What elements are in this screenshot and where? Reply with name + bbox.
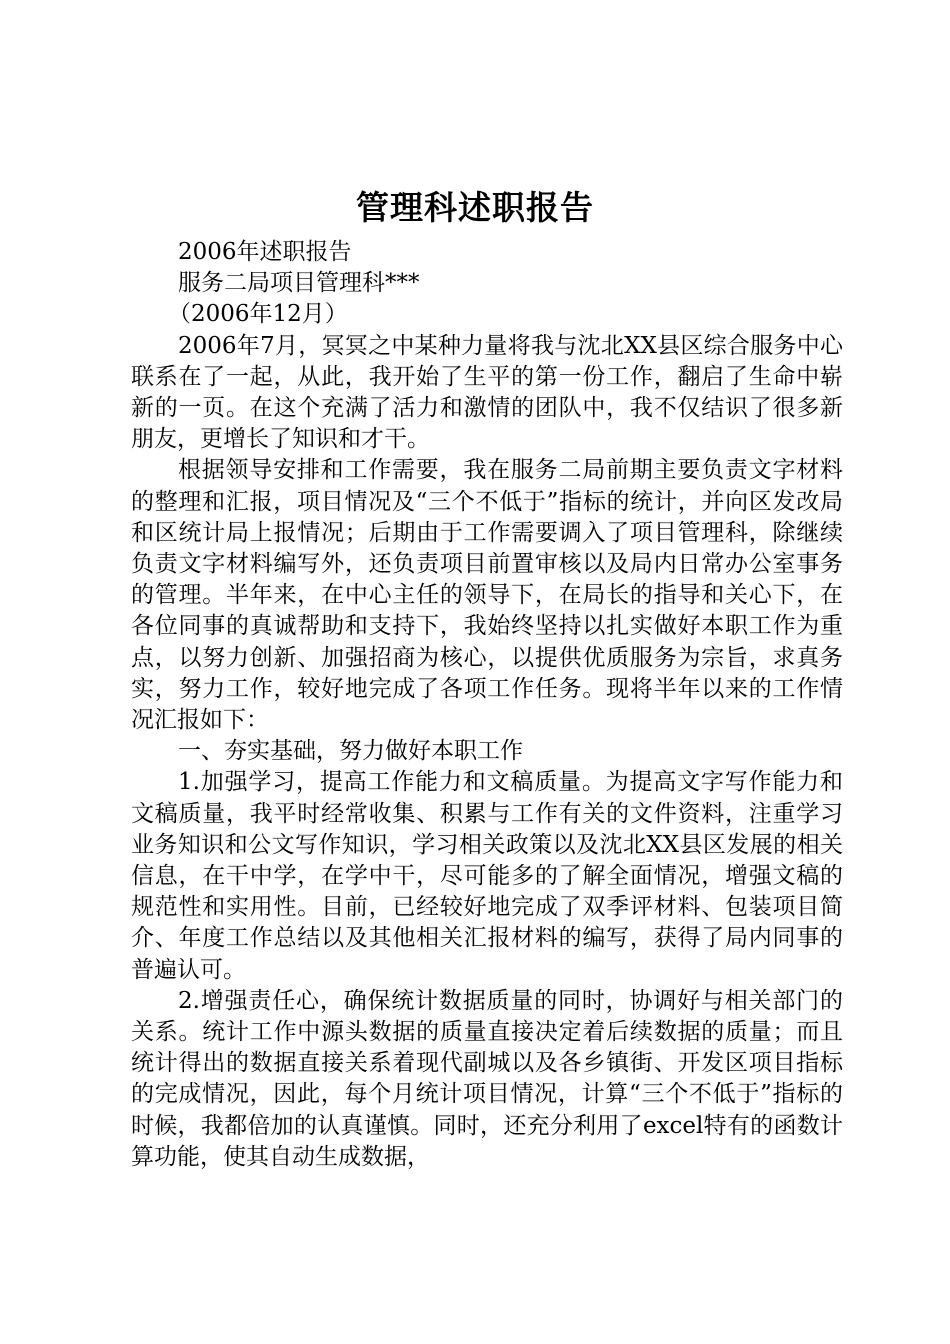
section-heading-1: 一、夯实基础，努力做好本职工作	[178, 738, 523, 765]
paragraph-item-1: 1.加强学习，提高工作能力和文稿质量。为提高文字写作能力和文稿质量，我平时经常收集、积累与工作有关的文件资料，注重学习业务知识和公文写作知识，学习相关政策以及沈北XX县区发展的相关信息，在干中学，在学中干，尽可能多的了解全面情况，增强文稿的规范性和实用性。目前，已经较好地完成了双季评材料、包装项目简介、年度工作总结以及其他相关汇报材料的编写，获得了局内同事的普遍认可。	[131, 769, 843, 983]
subtitle-year: 2006年述职报告	[178, 239, 352, 265]
paragraph-duties: 根据领导安排和工作需要，我在服务二局前期主要负责文字材料的整理和汇报，项目情况及“三个不低于”指标的统计，并向区发改局和区统计局上报情况；后期由于工作需要调入了项目管理科，除继续负责文字材料编写外，还负责项目前置审核以及局内日常办公室事务的管理。半年来，在中心主任的领导下，在局长的指导和关心下，在各位同事的真诚帮助和支持下，我始终坚持以扎实做好本职工作为重点，以努力创新、加强招商为核心，以提供优质服务为宗旨，求真务实，努力工作，较好地完成了各项工作任务。现将半年以来的工作情况汇报如下：	[131, 457, 843, 734]
date-line: （2006年12月）	[168, 301, 348, 328]
paragraph-intro: 2006年7月，冥冥之中某种力量将我与沈北XX县区综合服务中心联系在了一起，从此，我开始了生平的第一份工作，翻启了生命中崭新的一页。在这个充满了活力和激情的团队中，我不仅结识了很多新朋友，更增长了知识和才干。	[131, 332, 843, 453]
paragraph-item-2: 2.增强责任心，确保统计数据质量的同时，协调好与相关部门的关系。统计工作中源头数据的质量直接决定着后续数据的质量；而且统计得出的数据直接关系着现代副城以及各乡镇街、开发区项目指标的完成情况，因此，每个月统计项目情况，计算“三个不低于”指标的时候，我都倍加的认真谨慎。同时，还充分利用了excel特有的函数计算功能，使其自动生成数据，	[131, 987, 843, 1170]
author-line: 服务二局项目管理科***	[178, 270, 420, 297]
document-body	[131, 237, 843, 1173]
document-title: 管理科述职报告	[356, 188, 594, 227]
